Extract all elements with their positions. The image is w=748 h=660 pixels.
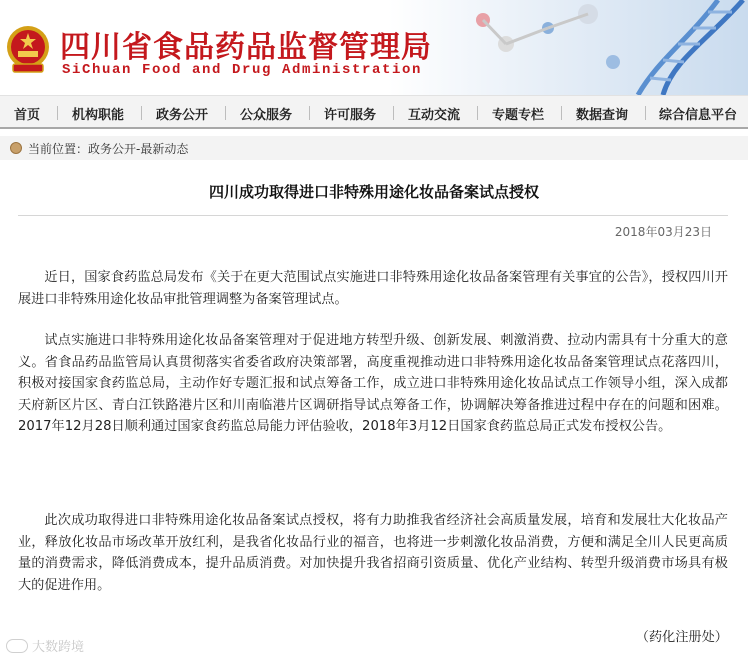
site-header bbox=[0, 0, 748, 95]
nav-item-government-affairs[interactable]: 政务公开 bbox=[156, 108, 209, 123]
nav-divider bbox=[393, 106, 394, 120]
nav-item-home[interactable]: 首页 bbox=[14, 108, 41, 123]
watermark-text: 大数跨境 bbox=[32, 640, 85, 655]
nav-divider bbox=[141, 106, 142, 120]
publish-date: 2018年03月23日 bbox=[614, 225, 712, 239]
location-icon bbox=[10, 142, 22, 154]
article-paragraph: 近日，国家食药监总局发布《关于在更大范围试点实施进口非特殊用途化妆品备案管理有关事宜的公告》，授权四川开展进口非特殊用途化妆品审批管理调整为备案管理试点。 bbox=[18, 270, 728, 307]
article-paragraph: 此次成功取得进口非特殊用途化妆品备案试点授权，将有力助推我省经济社会高质量发展，培育和发展壮大化妆品产业，释放化妆品市场改革开放红利，是我省化妆品行业的福音，也将进一步刺激化妆品消费，方便和满足全川人民更高质量的消费需求，降低消费成本，提升品质消费。对加快提升我省招商引资质量、优化产业结构、转型升级消费市场具有极大的促进作用。 bbox=[18, 513, 728, 593]
nav-item-special-topics[interactable]: 专题专栏 bbox=[492, 108, 545, 123]
site-subtitle: SiChuan Food and Drug Administration bbox=[62, 62, 423, 78]
dna-banner-graphic bbox=[388, 0, 748, 95]
nav-item-interaction[interactable]: 互动交流 bbox=[408, 108, 461, 123]
main-nav bbox=[0, 95, 748, 129]
nav-item-license-service[interactable]: 许可服务 bbox=[324, 108, 377, 123]
nav-item-info-platform[interactable]: 综合信息平台 bbox=[659, 108, 738, 123]
nav-item-institution[interactable]: 机构职能 bbox=[72, 108, 125, 123]
nav-divider bbox=[309, 106, 310, 120]
nav-divider bbox=[645, 106, 646, 120]
watermark-logo-icon bbox=[6, 639, 28, 653]
article-signature: （药化注册处） bbox=[635, 630, 728, 645]
nav-divider bbox=[477, 106, 478, 120]
article-paragraph: 试点实施进口非特殊用途化妆品备案管理对于促进地方转型升级、创新发展、刺激消费、拉动内需具有十分重大的意义。省食品药品监管局认真贯彻落实省委省政府决策部署，高度重视推动进口非特殊用途化妆品备案管理试点花落四川，积极对接国家食药监总局，主动作好专题汇报和试点筹备工作，成立进口非特殊用途化妆品试点工作领导小组，深入成都天府新区片区、青白江铁路港片区和川南临港片区调研指导试点筹备工作，协调解决筹备推进过程中存在的问题和困难。2017年12月28日顺利通过国家食药监总局能力评估验收，2018年3月12日国家食药监总局正式发布授权公告。 bbox=[18, 333, 728, 434]
nav-item-data-query[interactable]: 数据查询 bbox=[576, 108, 629, 123]
nav-divider bbox=[57, 106, 58, 120]
nav-divider bbox=[561, 106, 562, 120]
site-title: 四川省食品药品监督管理局 bbox=[60, 30, 432, 65]
breadcrumb-path-link[interactable]: 政务公开-最新动态 bbox=[88, 141, 189, 156]
article-title: 四川成功取得进口非特殊用途化妆品备案试点授权 bbox=[208, 183, 539, 201]
title-divider bbox=[18, 215, 728, 216]
breadcrumb-label: 当前位置： bbox=[28, 141, 89, 156]
breadcrumb bbox=[0, 136, 748, 160]
nav-divider bbox=[225, 106, 226, 120]
national-emblem-icon bbox=[5, 24, 51, 74]
nav-item-public-service[interactable]: 公众服务 bbox=[240, 108, 293, 123]
watermark bbox=[6, 636, 84, 655]
